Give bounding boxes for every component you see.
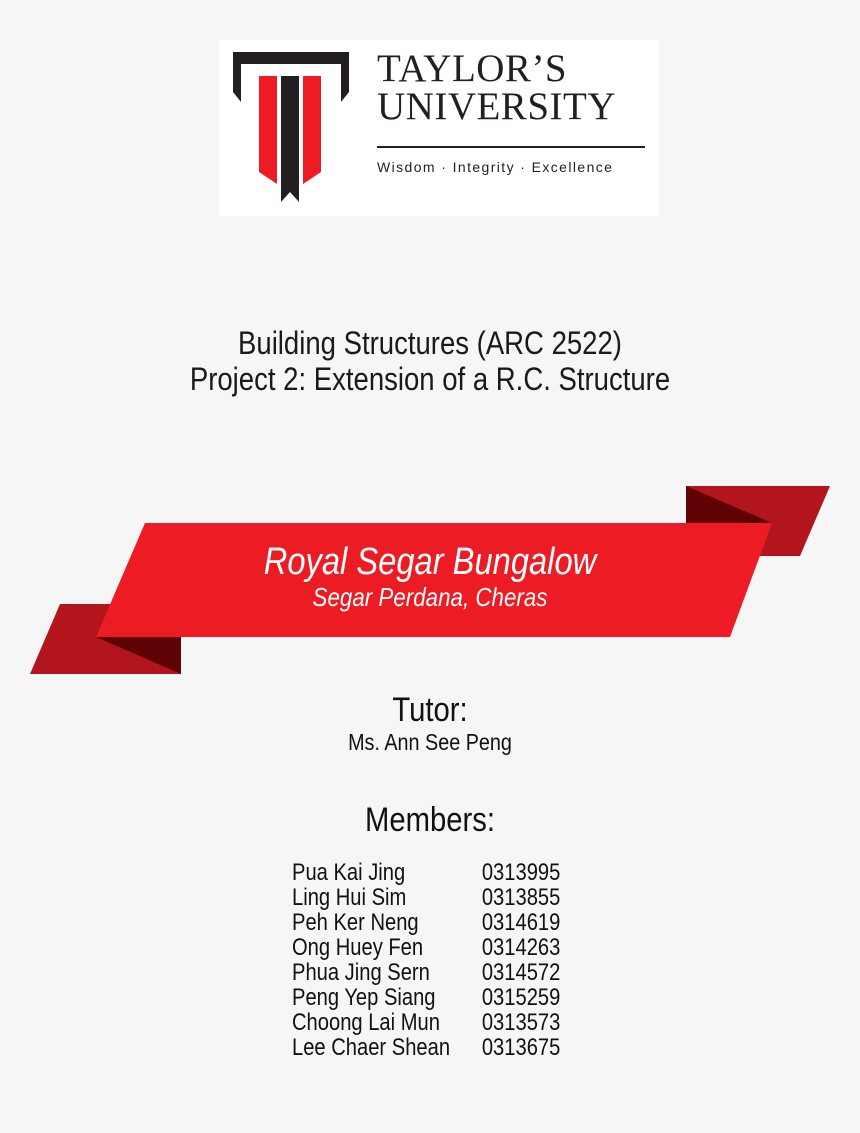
member-id: 0315259 [481, 984, 561, 1011]
university-name [377, 47, 616, 128]
member-name: Phua Jing Sern [292, 959, 430, 986]
member-id: 0313855 [481, 884, 561, 911]
member-name: Peh Ker Neng [292, 909, 419, 936]
university-tagline: Wisdom · Integrity · Excellence [377, 159, 614, 175]
member-name: Pua Kai Jing [292, 859, 406, 886]
university-logo [219, 40, 659, 216]
member-name: Lee Chaer Shean [292, 1034, 451, 1061]
list-item [292, 910, 594, 935]
members-list [292, 860, 594, 1060]
project-name: Royal Segar Bungalow [263, 541, 597, 583]
list-item [292, 960, 594, 985]
banner-text [0, 540, 860, 610]
tutor-name: Ms. Ann See Peng [348, 729, 512, 755]
course-title [60, 325, 800, 397]
member-id: 0314619 [481, 909, 561, 936]
member-id: 0313573 [481, 1009, 561, 1036]
members-heading: Members: [365, 801, 495, 839]
list-item [292, 885, 594, 910]
member-id: 0313995 [481, 859, 561, 886]
member-id: 0313675 [481, 1034, 561, 1061]
university-name-line1: TAYLOR’S [377, 47, 568, 90]
tutor-heading: Tutor: [392, 691, 468, 729]
course-code-line: Building Structures (ARC 2522) [238, 325, 622, 361]
member-name: Peng Yep Siang [292, 984, 436, 1011]
list-item [292, 1035, 594, 1060]
member-id: 0314263 [481, 934, 561, 961]
project-location: Segar Perdana, Cheras [312, 582, 548, 612]
member-name: Ling Hui Sim [292, 884, 407, 911]
member-name: Choong Lai Mun [292, 1009, 440, 1036]
university-name-line2: UNIVERSITY [377, 85, 616, 128]
logo-divider [377, 146, 645, 148]
list-item [292, 1010, 594, 1035]
project-title-line: Project 2: Extension of a R.C. Structure [189, 361, 671, 397]
list-item [292, 985, 594, 1010]
member-name: Ong Huey Fen [292, 934, 424, 961]
member-id: 0314572 [481, 959, 561, 986]
list-item [292, 860, 594, 885]
taylors-crest-icon [233, 52, 353, 204]
list-item [292, 935, 594, 960]
